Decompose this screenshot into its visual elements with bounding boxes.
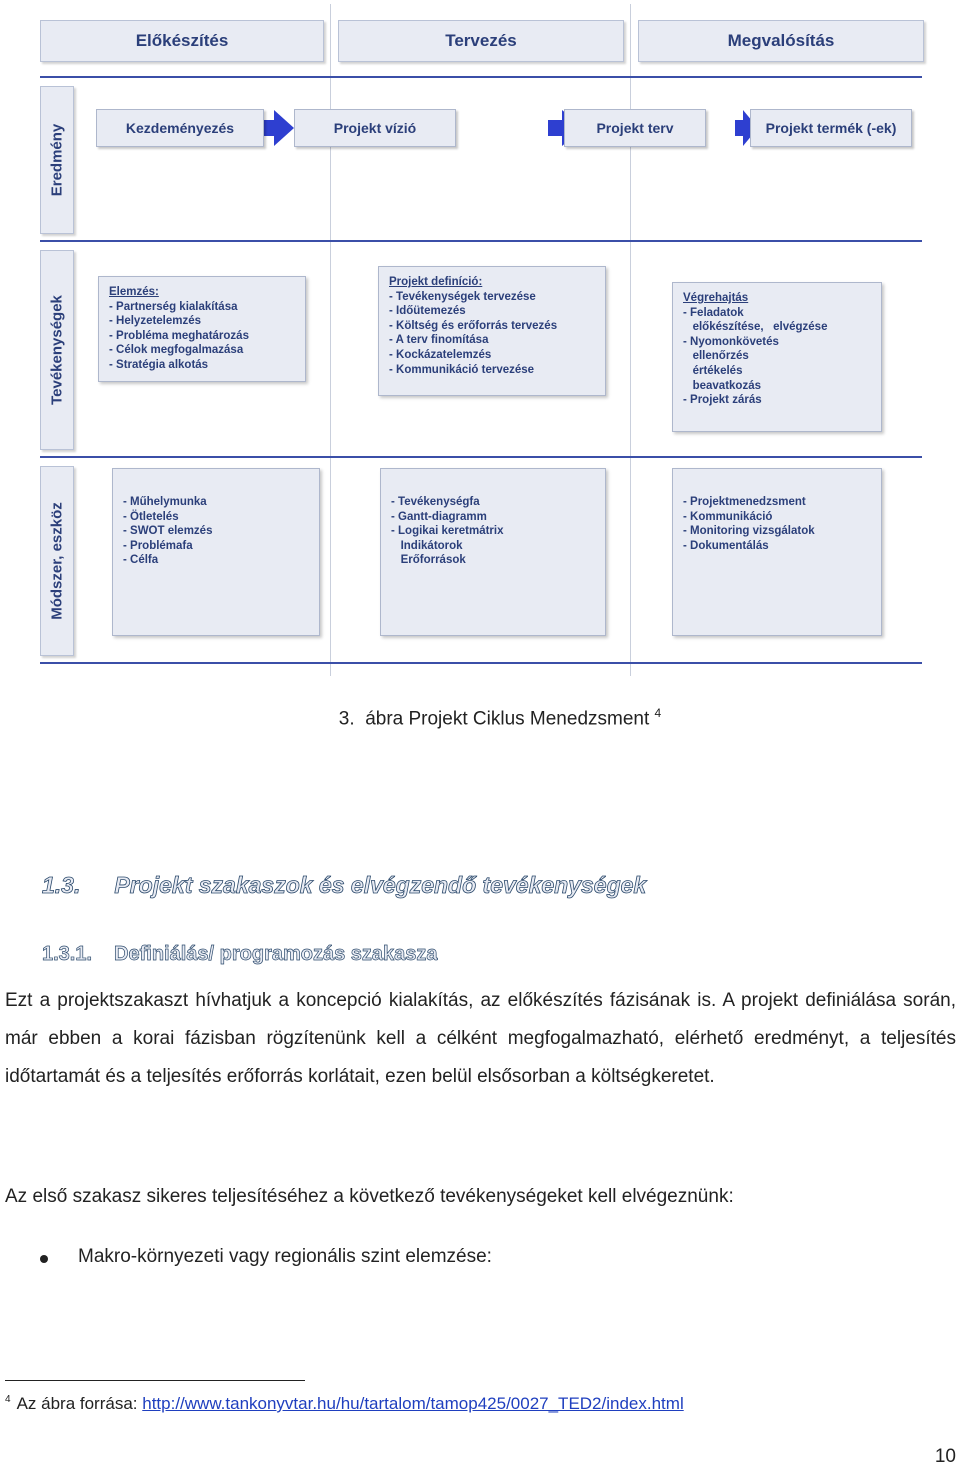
list-item: - Nyomonkövetés (683, 335, 779, 348)
page-number: 10 (934, 1446, 956, 1467)
list-item: - Kommunikáció (683, 510, 773, 523)
list-item: - Célfa (123, 554, 159, 567)
list-item: - Költség és erőforrás tervezés (389, 319, 558, 332)
stage-initiation: Kezdeményezés (96, 109, 264, 147)
activity-title: Elemzés: (109, 286, 159, 298)
list-item: - Tevékenységek tervezése (389, 290, 536, 303)
list-item: - Gantt-diagramm (391, 510, 487, 523)
list-item: - A terv finomítása (389, 334, 489, 347)
caption-number: 3. (338, 708, 355, 730)
list-item: - Helyzetelemzés (109, 315, 202, 328)
list-item: ellenőrzés (683, 350, 749, 363)
list-item: - Időütemezés (389, 305, 466, 318)
list-item: - Kockázatelemzés (389, 348, 492, 361)
subsection-heading (42, 943, 438, 966)
activity-title: Végrehajtás (683, 292, 749, 304)
bullet-icon (40, 1255, 48, 1263)
activity-box-analysis (98, 276, 306, 382)
section-title: Projekt szakaszok és elvégzendő tevékenységek (114, 872, 647, 898)
list-item: beavatkozás (683, 379, 761, 392)
list-item: - Tevékenységfa (391, 496, 480, 508)
footnote-link[interactable]: http://www.tankonyvtar.hu/hu/tartalom/tamop425/0027_TED2/index.html (142, 1394, 684, 1413)
tool-box-implementation (672, 468, 882, 636)
list-item: Indikátorok (391, 539, 463, 552)
column-header-planning: Tervezés (338, 20, 624, 62)
list-item: - Stratégia alkotás (109, 358, 209, 371)
body-paragraph: Az első szakasz sikeres teljesítéséhez a következő tevékenységeket kell elvégeznünk: (5, 1186, 734, 1207)
stage-project-vision: Projekt vízió (294, 109, 456, 147)
list-item: - Logikai keretmátrix (391, 525, 504, 538)
row-header-method-tool: Módszer, eszköz (40, 466, 74, 656)
list-item: - Műhelymunka (123, 496, 207, 508)
tool-box-planning (380, 468, 606, 636)
column-header-implementation: Megvalósítás (638, 20, 924, 62)
body-paragraph: Ezt a projektszakaszt hívhatjuk a koncepció kialakítás, az előkészítés fázisának is. A projekt definiálása során, már ebben a korai fázisban rögzítenünk kell a célként megfogalmazható, elérhető eredményt, a teljesítés időtartamát és a teljesítés erőforrás korlátait, ezen belül elsősorban a költségkeretet. (5, 990, 956, 1087)
list-item: - SWOT elemzés (123, 525, 213, 538)
footnote-ref[interactable]: 4 (654, 706, 662, 720)
list-item: - Projekt zárás (683, 394, 762, 407)
footnote-number: 4 (5, 1394, 11, 1406)
subsection-number: 1.3.1. (42, 943, 93, 965)
row-header-result: Eredmény (40, 86, 74, 234)
list-item: - Projektmenedzsment (683, 496, 806, 508)
list-item: - Kommunikáció tervezése (389, 363, 535, 376)
stage-project-products: Projekt termék (-ek) (750, 109, 912, 147)
list-item: - Problémafa (123, 539, 193, 552)
footnote-label: Az ábra forrása: (16, 1394, 138, 1413)
row-header-activities: Tevékenységek (40, 250, 74, 450)
subsection-title: Definiálás/ programozás szakasza (114, 943, 438, 965)
tool-box-preparation (112, 468, 320, 636)
stage-project-plan: Projekt terv (564, 109, 706, 147)
list-item: Erőforrások (391, 554, 466, 567)
project-cycle-diagram (32, 4, 930, 676)
activity-title: Projekt definíció: (389, 276, 483, 288)
list-item: értékelés (683, 364, 743, 377)
list-item: - Probléma meghatározás (109, 329, 249, 342)
activity-box-execution (672, 282, 882, 432)
list-item: - Partnerség kialakítása (109, 300, 238, 313)
footnote-divider (5, 1380, 305, 1381)
section-number: 1.3. (42, 872, 81, 898)
caption-text: ábra Projekt Ciklus Menedzsment (365, 708, 650, 730)
list-item: - Dokumentálás (683, 539, 769, 552)
column-header-preparation: Előkészítés (40, 20, 324, 62)
list-item: előkészítése, elvégzése (683, 321, 828, 334)
figure-caption (0, 706, 960, 730)
bullet-text: Makro-környezeti vagy regionális szint elemzése: (78, 1246, 492, 1267)
list-item: - Monitoring vizsgálatok (683, 525, 815, 538)
section-heading (42, 872, 646, 899)
list-item: - Célok megfogalmazása (109, 344, 244, 357)
list-item: - Ötletelés (123, 510, 179, 523)
footnote (5, 1394, 684, 1414)
activity-box-project-definition (378, 266, 606, 396)
list-item: - Feladatok (683, 306, 744, 319)
